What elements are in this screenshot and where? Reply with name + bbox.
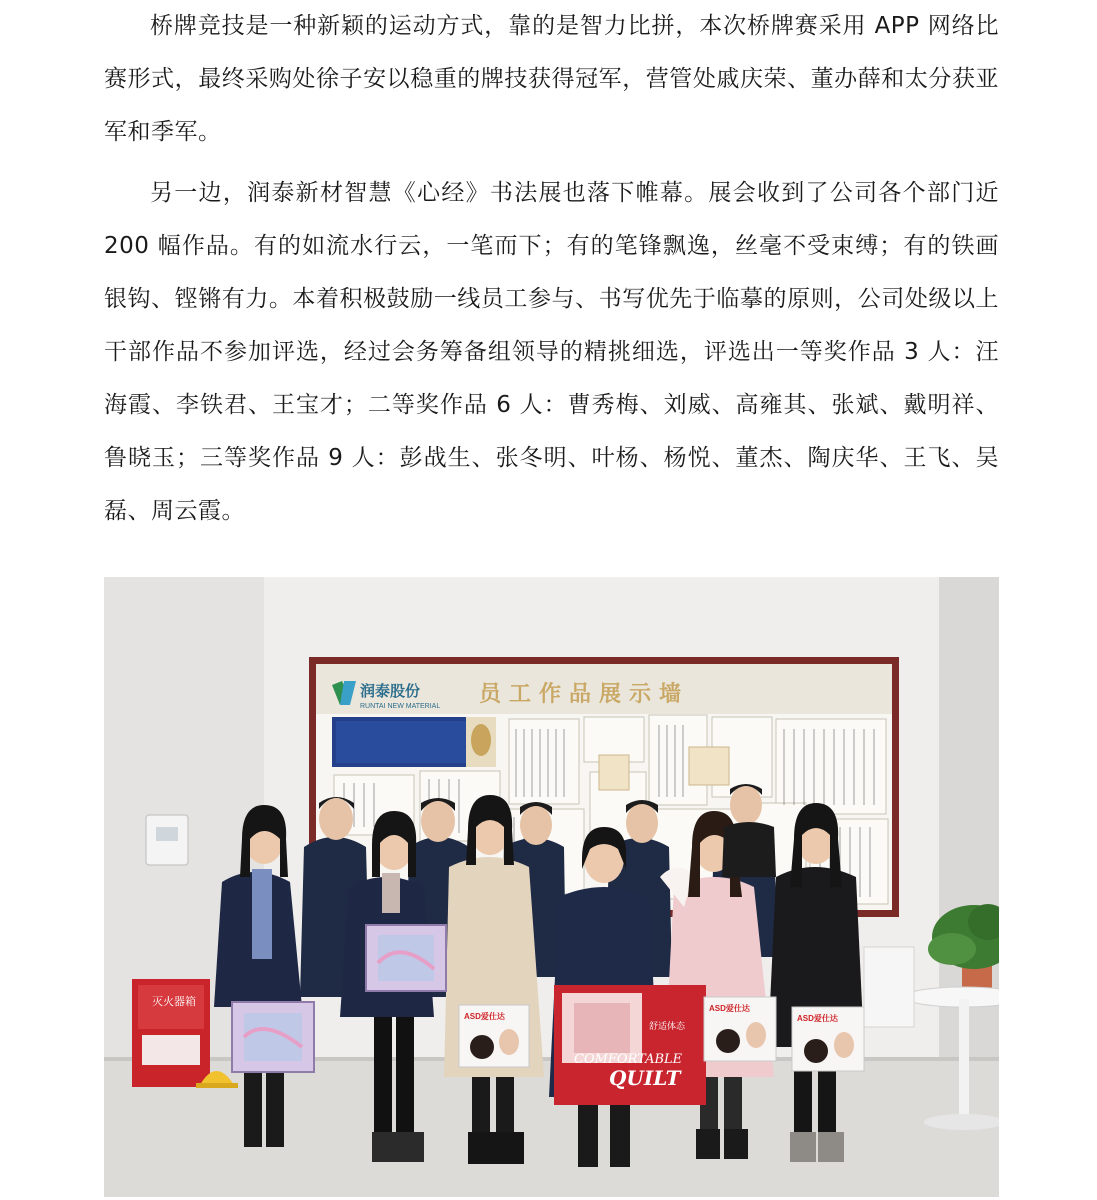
wall-title: 员工作品展示墙 <box>479 682 690 707</box>
gift-box-asd-right <box>792 1007 864 1071</box>
quilt-text-2: QUILT <box>609 1066 681 1090</box>
fire-box-label: 灭火器箱 <box>152 995 196 1008</box>
group-photo <box>104 577 999 1197</box>
gift-box-asd-left <box>459 1005 529 1067</box>
quilt-text-1: COMFORTABLE <box>574 1052 683 1067</box>
gift-box-asd-middle <box>704 997 776 1061</box>
article-body <box>104 0 999 538</box>
quilt-sub-text: 舒适体态 <box>649 1022 686 1032</box>
logo-text: 润泰股份 <box>360 683 421 700</box>
paragraph-calligraphy-exhibition: 另一边，润泰新材智慧《心经》书法展也落下帷幕。展会收到了公司各个部门近 200 幅作品。有的如流水行云，一笔而下；有的笔锋飘逸，丝毫不受束缚；有的铁画银钩、铿锵有力。本着积极鼓励一线员工参与、书写优先于临摹的原则，公司处级以上干部作品不参加评选，经过会务筹备组领导的精挑细选，评选出一等奖作品 3 人：汪海霞、李铁君、王宝才；二等奖作品 6 人：曹秀梅、刘威、高雍其、张斌、戴明祥、鲁晓玉；三等奖作品 9 人：彭战生、张冬明、叶杨、杨悦、董杰、陶庆华、王飞、吴磊、周云霞。 <box>104 180 999 524</box>
paragraph-bridge-competition: 桥牌竞技是一种新颖的运动方式，靠的是智力比拼，本次桥牌赛采用 APP 网络比赛形式，最终采购处徐子安以稳重的牌技获得冠军，营管处戚庆荣、董办薛和太分获亚军和季军。 <box>104 13 999 145</box>
logo-sub-text: RUNTAI NEW MATERIAL <box>360 703 441 710</box>
gift-box-purple-middle <box>366 925 446 991</box>
gift-box-purple-left <box>232 1002 314 1072</box>
fire-extinguisher-box <box>132 979 210 1087</box>
gift-box-brand-2: ASD爱仕达 <box>709 1004 750 1013</box>
gift-box-brand-3: ASD爱仕达 <box>797 1014 838 1023</box>
gift-box-brand-1: ASD爱仕达 <box>464 1012 505 1021</box>
gift-box-quilt <box>554 985 706 1105</box>
